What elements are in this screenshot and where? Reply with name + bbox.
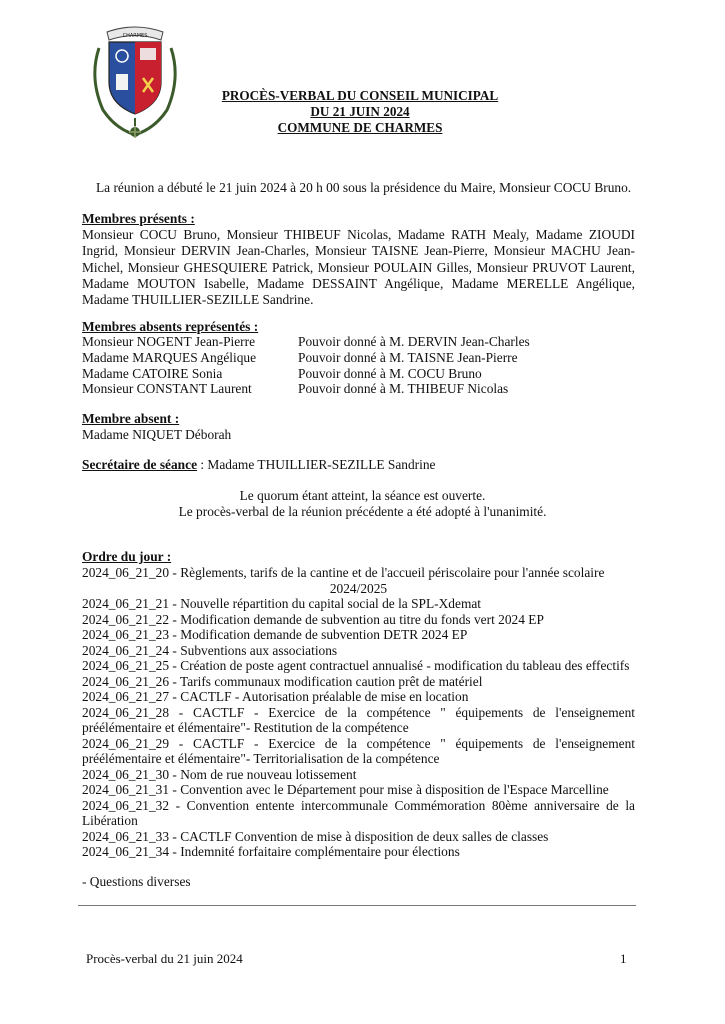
agenda-item: 2024_06_21_29 - CACTLF - Exercice de la compétence " équipements de l'enseignement préélémentaire et élémentaire"- Territorialisation de la compétence <box>82 735 635 766</box>
document-title: PROCÈS-VERBAL DU CONSEIL MUNICIPAL <box>221 88 499 103</box>
agenda-item: 2024_06_21_26 - Tarifs communaux modification caution prêt de matériel <box>82 673 483 689</box>
coat-of-arms-logo <box>85 18 185 148</box>
absent-member-name: Madame NIQUET Déborah <box>82 427 232 443</box>
agenda-item: 2024_06_21_31 - Convention avec le Département pour mise à disposition de l'Espace Marcelline <box>82 782 609 797</box>
absent-member-section <box>82 411 635 443</box>
agenda-item: 2024_06_21_22 - Modification demande de subvention au titre du fonds vert 2024 EP <box>82 611 544 627</box>
quorum-text: Le quorum étant atteint, la séance est ouverte. <box>239 488 486 503</box>
represented-row: Madame MARQUES Angélique Pouvoir donné à M. TAISNE Jean-Pierre <box>82 350 518 365</box>
misc-questions: - Questions diverses <box>82 874 191 889</box>
agenda-item: 2024_06_21_32 - Convention entente intercommunale Commémoration 80ème anniversaire de la Libération <box>82 797 635 828</box>
agenda-item: 2024_06_21_27 - CACTLF - Autorisation préalable de mise en location <box>82 689 469 704</box>
secretary-name: : Madame THUILLIER-SEZILLE Sandrine <box>197 457 436 472</box>
commune-name: COMMUNE DE CHARMES <box>277 120 443 135</box>
represented-row: Monsieur CONSTANT Laurent Pouvoir donné à M. THIBEUF Nicolas <box>82 381 509 396</box>
agenda-item: 2024_06_21_23 - Modification demande de subvention DETR 2024 EP <box>82 627 468 642</box>
absent-member-title: Membre absent : <box>82 411 180 426</box>
represented-row: Madame CATOIRE Sonia Pouvoir donné à M. COCU Bruno <box>82 366 482 381</box>
agenda-item: 2024_06_21_33 - CACTLF Convention de mise à disposition de deux salles de classes <box>82 828 549 844</box>
agenda-item: 2024_06_21_20 - Règlements, tarifs de la cantine et de l'accueil périscolaire pour l'année scolaire 2024/2025 <box>82 565 605 596</box>
agenda-item: 2024_06_21_24 - Subventions aux associations <box>82 642 338 658</box>
agenda-item: 2024_06_21_34 - Indemnité forfaitaire complémentaire pour élections <box>82 844 460 859</box>
previous-minutes-text: Le procès-verbal de la réunion précédente a été adopté à l'unanimité. <box>178 504 547 519</box>
page-number: 1 <box>620 951 627 966</box>
crest-banner-text: CHARMES <box>122 33 148 39</box>
intro-text: La réunion a débuté le 21 juin 2024 à 20 h 00 sous la présidence du Maire, Monsieur COCU Bruno. <box>96 180 632 195</box>
agenda-title: Ordre du jour : <box>82 549 172 564</box>
agenda-item: 2024_06_21_30 - Nom de rue nouveau lotissement <box>82 766 357 782</box>
footer-divider <box>78 905 636 906</box>
secretary-title: Secrétaire de séance <box>82 457 198 472</box>
present-members-section <box>82 211 635 308</box>
secretary-line <box>82 457 635 473</box>
present-members-title: Membres présents : <box>82 211 195 226</box>
present-members-list: Monsieur COCU Bruno, Monsieur THIBEUF Nicolas, Madame RATH Mealy, Madame ZIOUDI Ingrid, Monsieur DERVIN Jean-Charles, Monsieur TAISNE Jean-Pierre, Monsieur MACHU Jean-Michel, Monsieur GHESQUIERE Patrick, Monsieur POULAIN Gilles, Monsieur PRUVOT Laurent, Madame MOUTON Isabelle, Madame DESSAINT Angélique, Madame MERELLE Angélique, Madame THUILLIER-SEZILLE Sandrine. <box>82 227 635 308</box>
agenda-item: 2024_06_21_21 - Nouvelle répartition du capital social de la SPL-Xdemat <box>82 596 482 611</box>
represented-row: Monsieur NOGENT Jean-Pierre Pouvoir donné à M. DERVIN Jean-Charles <box>82 334 530 349</box>
footer-document-label: Procès-verbal du 21 juin 2024 <box>86 951 243 966</box>
document-date: DU 21 JUIN 2024 <box>310 104 410 119</box>
agenda-item: 2024_06_21_25 - Création de poste agent contractuel annualisé - modification du tableau des effectifs <box>82 658 630 673</box>
agenda-list <box>82 565 635 860</box>
represented-members-title: Membres absents représentés : <box>82 319 259 334</box>
agenda-item: 2024_06_21_28 - CACTLF - Exercice de la compétence " équipements de l'enseignement préélémentaire et élémentaire"- Restitution de la compétence <box>82 704 635 735</box>
